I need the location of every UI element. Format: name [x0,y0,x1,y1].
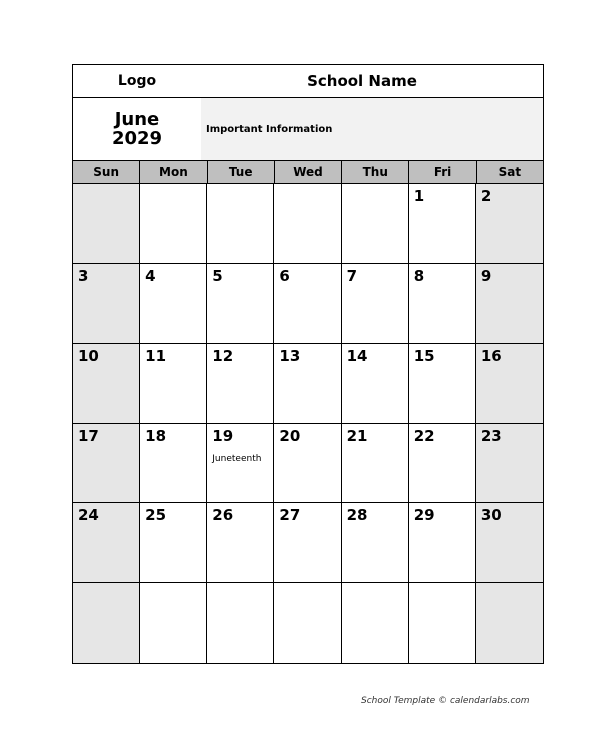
day-number: 4 [145,266,156,285]
day-cell [207,184,274,264]
day-cell [274,344,341,424]
day-cell [207,583,274,663]
day-cell [140,424,207,504]
day-cell [274,424,341,504]
weekday-mon: Mon [140,161,207,183]
logo-placeholder: Logo [117,73,157,89]
day-cell [274,503,341,583]
day-cell [140,503,207,583]
day-number: 13 [279,346,301,365]
day-number: 1 [413,187,425,205]
day-cell [274,583,341,663]
day-cell [140,344,207,424]
day-number: 12 [212,346,234,365]
day-cell [140,264,207,344]
weekday-sun: Sun [73,161,140,183]
day-cell [476,424,543,504]
day-number: 3 [78,266,89,285]
day-cell [409,264,476,344]
school-name: School Name [307,72,417,90]
month-label [73,98,201,160]
weekday-sat: Sat [498,165,522,179]
day-cell [274,264,341,344]
footer-credit: School Template © calendarlabs.com [361,696,530,706]
weekday-header-row [73,161,543,184]
day-number: 16 [480,346,502,365]
day-number: 10 [78,346,99,365]
day-cell [476,583,543,663]
weekday-tue: Tue [208,161,275,183]
day-number: 29 [413,506,435,525]
day-number: 21 [346,426,368,445]
header-row [73,65,543,98]
day-number: 27 [279,506,301,525]
info-row [73,98,543,161]
day-event: Juneteenth [212,453,262,464]
day-cell [140,184,207,264]
day-cell [73,583,140,663]
day-number: 30 [480,506,502,525]
day-number: 19 [212,426,234,445]
day-number: 9 [480,266,492,285]
day-number: 26 [212,506,234,525]
day-cell [207,503,274,583]
calendar-sheet [72,64,544,664]
day-cell [207,264,274,344]
day-cell [73,344,140,424]
day-number: 7 [346,266,357,285]
day-number: 6 [279,266,290,285]
day-number: 15 [413,346,435,365]
day-cell [342,264,409,344]
month-year: 2029 [111,128,163,149]
day-cell [274,184,341,264]
day-number: 8 [413,266,425,285]
day-cell [409,583,476,663]
day-cell [476,264,543,344]
day-cell [409,503,476,583]
day-number: 20 [279,426,301,445]
day-number: 14 [346,346,368,365]
day-number: 17 [78,426,99,445]
important-information: Important Information [201,98,543,160]
day-number: 5 [212,266,223,285]
day-cell [476,344,543,424]
weekday-thu: Thu [342,161,409,183]
day-number: 18 [145,426,167,445]
day-cell [342,583,409,663]
day-number: 28 [346,506,368,525]
day-cell [73,503,140,583]
day-number: 24 [78,506,99,525]
day-cell [409,184,476,264]
day-cell [476,503,543,583]
day-cell [476,184,543,264]
calendar-grid [73,184,543,663]
day-cell [409,344,476,424]
day-cell [207,424,274,504]
day-cell [73,264,140,344]
day-number: 22 [413,426,435,445]
day-cell [342,184,409,264]
day-number: 25 [145,506,167,525]
day-cell [342,424,409,504]
day-cell [207,344,274,424]
day-number: 23 [480,426,502,445]
day-cell [73,184,140,264]
day-cell [342,344,409,424]
day-cell [409,424,476,504]
day-cell [342,503,409,583]
weekday-wed: Wed [275,161,342,183]
day-number: 2 [480,187,492,205]
weekday-fri: Fri [409,161,476,183]
day-cell [140,583,207,663]
month-name: June [114,109,160,130]
day-number: 11 [145,346,167,365]
day-cell [73,424,140,504]
